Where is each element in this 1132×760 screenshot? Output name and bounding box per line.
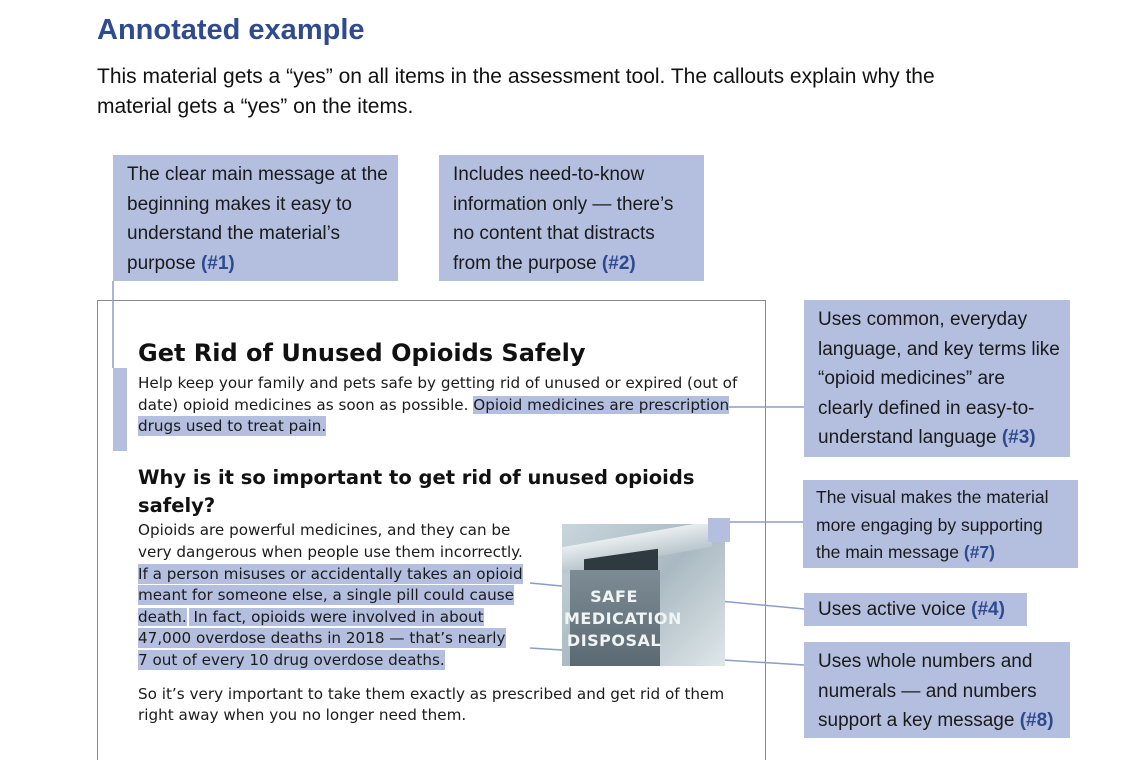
doc-p1-line1: Help keep your family and pets safe by getting rid of unused or expired (out of (138, 374, 738, 392)
callout-ref: (#8) (1019, 710, 1054, 731)
doc-p1-line2 (138, 395, 729, 415)
callout-text: The visual makes the material more engaging by supporting the main message (816, 487, 1049, 562)
definition-highlight: Opioid medicines are prescription (473, 396, 730, 414)
callout-text: Uses common, everyday language, and key terms like “opioid medicines” are clearly defined in easy-to-understand language (818, 309, 1060, 448)
callout-text: The clear main message at the beginning makes it easy to understand the material’s purpose (127, 164, 388, 274)
callout-text: Uses active voice (818, 599, 966, 620)
callout-ref: (#3) (1001, 427, 1036, 448)
doc-p2-line2: very dangerous when people use them incorrectly. (138, 543, 523, 561)
doc-p2-line1: Opioids are powerful medicines, and they can be (138, 521, 511, 539)
page-heading: Annotated example (97, 14, 365, 46)
disposal-bin-photo (562, 524, 725, 666)
doc-p2-line6: 47,000 overdose deaths in 2018 — that’s nearly (138, 629, 506, 647)
photo-label: SAFE MEDICATION DISPOSAL (564, 587, 682, 650)
doc-p3-line2: right away when you no longer need them. (138, 706, 467, 724)
callout-ref: (#7) (963, 542, 995, 562)
document-subheading: Why is it so important to get rid of unused opioids safely? (138, 466, 695, 517)
callout-ref: (#1) (200, 252, 235, 274)
doc-p2-line5 (138, 607, 484, 627)
doc-p2-line4: meant for someone else, a single pill could cause (138, 586, 515, 604)
doc-p1-line3: drugs used to treat pain. (138, 417, 327, 435)
doc-p2-line7: 7 out of every 10 drug overdose deaths. (138, 651, 445, 669)
callout-ref: (#4) (971, 599, 1005, 620)
doc-p1-line2a: date) opioid medicines as soon as possible. (138, 396, 474, 414)
visual-marker (708, 518, 730, 542)
numbers-highlight: In fact, opioids were involved in about (188, 608, 484, 626)
callout-text: Uses whole numbers and numerals — and numbers support a key message (818, 651, 1037, 731)
callout-text: Includes need-to-know information only — there’s no content that distracts from the purpose (453, 164, 674, 274)
active-voice-highlight: death. (138, 608, 187, 626)
doc-p2-line3: If a person misuses or accidentally takes an opioid (138, 565, 523, 583)
document-title: Get Rid of Unused Opioids Safely (138, 339, 586, 367)
callout-ref: (#2) (601, 252, 636, 274)
intro-text: This material gets a “yes” on all items in the assessment tool. The callouts explain why the material gets a “yes” on the items. (97, 65, 935, 118)
doc-p3-line1: So it’s very important to take them exactly as prescribed and get rid of them (138, 685, 725, 703)
